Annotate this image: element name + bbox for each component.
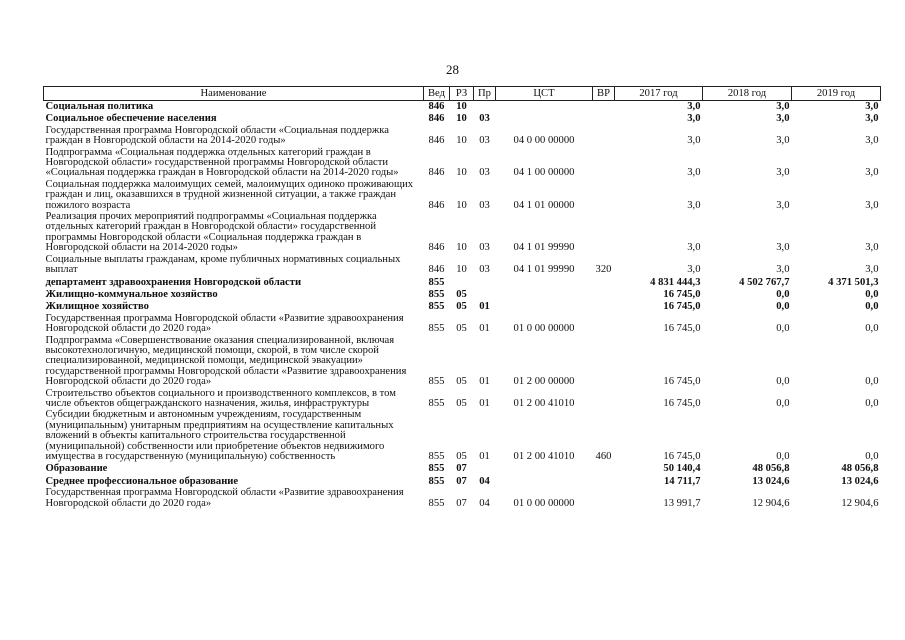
cell-y2019: 3,0 — [865, 135, 879, 147]
cell-name: Социальная политика — [45, 101, 154, 112]
cell-rz: 10 — [456, 242, 467, 254]
cell-y2019: 0,0 — [865, 451, 879, 462]
cell-y2018: 4 502 767,7 — [739, 276, 790, 288]
table-row — [44, 463, 881, 475]
header-2018: 2018 год — [703, 87, 792, 101]
cell-cst — [496, 463, 593, 475]
table-row — [44, 301, 881, 313]
cell-y2018: 0,0 — [776, 451, 790, 462]
cell-name: Среднее профессиональное образование — [45, 475, 239, 487]
cell-pr: 01 — [479, 397, 490, 409]
cell-y2018: 48 056,8 — [752, 463, 790, 475]
cell-y2017: 13 991,7 — [663, 497, 701, 509]
cell-vr — [593, 113, 615, 125]
table-row — [44, 180, 881, 212]
cell-y2019: 0,0 — [865, 376, 879, 388]
cell-y2019: 12 904,6 — [841, 497, 879, 509]
table-row — [44, 148, 881, 180]
cell-vr: 460 — [595, 451, 612, 462]
cell-rz: 05 — [456, 288, 467, 300]
cell-y2019: 3,0 — [865, 242, 879, 254]
cell-y2017: 50 140,4 — [663, 463, 701, 475]
cell-cst — [496, 289, 593, 301]
cell-rz — [450, 277, 474, 289]
cell-y2018: 3,0 — [776, 113, 790, 125]
cell-y2017: 3,0 — [687, 199, 701, 211]
cell-ved: 855 — [428, 376, 445, 388]
cell-rz: 10 — [456, 101, 467, 112]
table-row — [44, 255, 881, 277]
cell-cst: 01 2 00 00000 — [513, 376, 575, 388]
cell-y2019: 3,0 — [865, 199, 879, 211]
cell-y2018: 12 904,6 — [752, 497, 790, 509]
cell-cst — [496, 101, 593, 114]
budget-table — [43, 86, 881, 510]
cell-pr: 01 — [479, 376, 490, 388]
cell-vr — [593, 488, 615, 510]
cell-rz: 05 — [456, 376, 467, 388]
table-row — [44, 488, 881, 510]
cell-y2018: 3,0 — [776, 199, 790, 211]
cell-pr: 01 — [479, 301, 490, 313]
cell-ved: 846 — [428, 135, 445, 147]
cell-rz: 10 — [456, 135, 467, 147]
cell-pr: 03 — [479, 242, 490, 254]
header-ved: Вед — [424, 87, 450, 101]
cell-rz: 10 — [456, 199, 467, 211]
cell-name: Государственная программа Новгородской области «Развитие здравоохранения Новгородской области до 2020 года» — [45, 487, 404, 509]
cell-y2017: 3,0 — [687, 135, 701, 147]
cell-cst: 01 0 00 00000 — [513, 497, 575, 509]
cell-vr — [593, 301, 615, 313]
cell-y2018: 0,0 — [776, 301, 790, 313]
cell-cst — [496, 113, 593, 125]
cell-pr: 03 — [479, 113, 490, 125]
cell-ved: 846 — [428, 113, 445, 125]
cell-rz: 05 — [456, 451, 467, 462]
table-row — [44, 314, 881, 336]
cell-y2018: 3,0 — [776, 167, 790, 179]
cell-y2018: 0,0 — [776, 288, 790, 300]
cell-vr — [593, 101, 615, 114]
cell-pr: 04 — [479, 475, 490, 487]
table-row — [44, 389, 881, 411]
table-row — [44, 101, 881, 114]
cell-rz: 05 — [456, 323, 467, 335]
cell-pr: 03 — [479, 199, 490, 211]
cell-pr: 03 — [479, 135, 490, 147]
cell-vr — [593, 148, 615, 180]
table-row — [44, 336, 881, 389]
cell-name: Строительство объектов социального и производственного комплексов, в том числе объектов общегражданского назначения, жилья, инфраструктуры — [45, 387, 396, 409]
cell-y2018: 3,0 — [776, 242, 790, 254]
cell-name: Реализация прочих мероприятий подпрограммы «Социальная поддержка отдельных категорий граждан в Новгородской области» государственной программы Новгородской области «Социальная поддержка граждан в Новгородской области на 2014-2020 годы» — [45, 211, 377, 254]
cell-name: Государственная программа Новгородской области «Социальная поддержка граждан в Новгородской области на 2014-2020 годы» — [45, 124, 389, 147]
cell-vr — [593, 476, 615, 488]
cell-y2019: 3,0 — [865, 113, 879, 125]
cell-ved: 846 — [428, 101, 445, 112]
cell-rz: 07 — [456, 497, 467, 509]
cell-name: департамент здравоохранения Новгородской области — [45, 276, 302, 288]
cell-rz: 05 — [456, 301, 467, 313]
cell-pr — [474, 463, 496, 475]
cell-rz: 10 — [456, 167, 467, 179]
table-row — [44, 410, 881, 463]
cell-y2017: 3,0 — [687, 167, 701, 179]
page-number: 28 — [446, 62, 459, 77]
cell-ved: 855 — [428, 475, 445, 487]
cell-y2018: 3,0 — [776, 101, 790, 112]
cell-y2017: 16 745,0 — [663, 451, 701, 462]
cell-cst: 04 1 01 99990 — [513, 264, 575, 276]
cell-pr — [474, 289, 496, 301]
cell-vr — [593, 212, 615, 255]
cell-vr — [593, 289, 615, 301]
cell-ved: 846 — [428, 264, 445, 276]
cell-ved: 855 — [428, 397, 445, 409]
cell-name: Социальная поддержка малоимущих семей, малоимущих одиноко проживающих граждан и лиц, оказавшихся в трудной жизненной ситуации, а также граждан пожилого возраста — [45, 178, 414, 211]
cell-pr: 03 — [479, 264, 490, 276]
cell-y2017: 16 745,0 — [663, 301, 701, 313]
cell-y2017: 4 831 444,3 — [650, 276, 701, 288]
table-row — [44, 277, 881, 289]
cell-y2018: 0,0 — [776, 397, 790, 409]
cell-y2018: 3,0 — [776, 264, 790, 276]
cell-y2017: 3,0 — [687, 242, 701, 254]
cell-ved: 855 — [428, 451, 445, 462]
table-row — [44, 126, 881, 148]
header-pr: Пр — [474, 87, 496, 101]
cell-y2018: 0,0 — [776, 376, 790, 388]
cell-vr — [593, 126, 615, 148]
cell-name: Подпрограмма «Совершенствование оказания специализированной, включая высокотехнологичную, медицинской помощи, скорой, в том числе скорой специализированной, медицинской помощи, медицинской эвакуации» государственной программы Новгородской области «Развитие здравоохранения Новгородской области до 2020 года» — [45, 334, 407, 388]
cell-name: Социальные выплаты гражданам, кроме публичных нормативных социальных выплат — [45, 253, 401, 276]
cell-rz: 10 — [456, 113, 467, 125]
table-row — [44, 289, 881, 301]
cell-cst: 04 0 00 00000 — [513, 135, 575, 147]
cell-cst: 04 1 00 00000 — [513, 167, 575, 179]
cell-y2018: 3,0 — [776, 135, 790, 147]
header-2017: 2017 год — [615, 87, 703, 101]
header-rz: РЗ — [450, 87, 474, 101]
header-2019: 2019 год — [792, 87, 881, 101]
cell-pr: 01 — [479, 451, 490, 462]
cell-pr: 04 — [479, 497, 490, 509]
cell-vr — [593, 314, 615, 336]
cell-y2019: 48 056,8 — [841, 463, 879, 475]
cell-pr — [474, 277, 496, 289]
cell-vr — [593, 463, 615, 475]
cell-y2017: 16 745,0 — [663, 376, 701, 388]
cell-name: Образование — [45, 463, 108, 475]
cell-vr — [593, 336, 615, 389]
cell-ved: 846 — [428, 242, 445, 254]
cell-cst: 04 1 01 99990 — [513, 242, 575, 254]
cell-ved: 855 — [428, 288, 445, 300]
cell-y2019: 0,0 — [865, 288, 879, 300]
cell-rz: 10 — [456, 264, 467, 276]
table-row — [44, 113, 881, 125]
cell-y2019: 3,0 — [865, 167, 879, 179]
cell-vr — [593, 180, 615, 212]
cell-y2019: 0,0 — [865, 323, 879, 335]
cell-cst: 01 2 00 41010 — [513, 397, 575, 409]
cell-y2019: 13 024,6 — [841, 475, 879, 487]
cell-cst — [496, 301, 593, 313]
cell-rz: 05 — [456, 397, 467, 409]
cell-name: Жилищно-коммунальное хозяйство — [45, 288, 218, 300]
cell-y2019: 4 371 501,3 — [828, 276, 879, 288]
cell-name: Социальное обеспечение населения — [45, 113, 217, 125]
cell-cst: 01 0 00 00000 — [513, 323, 575, 335]
cell-vr — [593, 277, 615, 289]
cell-name: Субсидии бюджетным и автономным учреждениям, государственным (муниципальным) унитарным предприятиям на осуществление капитальных вложений в объекты капитального строительства государственной (муниципальной) собственности или приобретение объектов недвижимого имущества в государственную (муниципальную) собственность — [45, 409, 394, 462]
table-body — [44, 101, 881, 511]
header-name: Наименование — [44, 87, 424, 101]
cell-cst: 01 2 00 41010 — [513, 451, 575, 462]
cell-ved: 855 — [428, 301, 445, 313]
cell-ved: 855 — [428, 276, 445, 288]
cell-name: Жилищное хозяйство — [45, 301, 149, 313]
cell-pr: 01 — [479, 323, 490, 335]
cell-y2018: 0,0 — [776, 323, 790, 335]
table-header-row — [44, 87, 881, 101]
cell-name: Государственная программа Новгородской области «Развитие здравоохранения Новгородской области до 2020 года» — [45, 312, 404, 335]
cell-pr — [474, 101, 496, 114]
cell-cst — [496, 476, 593, 488]
cell-y2018: 13 024,6 — [752, 475, 790, 487]
cell-y2017: 3,0 — [687, 264, 701, 276]
cell-ved: 855 — [428, 323, 445, 335]
cell-cst: 04 1 01 00000 — [513, 199, 575, 211]
cell-y2017: 16 745,0 — [663, 323, 701, 335]
cell-ved: 855 — [428, 497, 445, 509]
cell-vr — [593, 389, 615, 411]
cell-ved: 855 — [428, 463, 445, 475]
cell-y2017: 16 745,0 — [663, 288, 701, 300]
cell-y2017: 16 745,0 — [663, 397, 701, 409]
cell-y2017: 3,0 — [687, 113, 701, 125]
cell-pr: 03 — [479, 167, 490, 179]
cell-rz: 07 — [456, 463, 467, 475]
cell-cst — [496, 277, 593, 289]
cell-ved: 846 — [428, 199, 445, 211]
cell-ved: 846 — [428, 167, 445, 179]
header-cst: ЦСТ — [496, 87, 593, 101]
cell-rz: 07 — [456, 475, 467, 487]
cell-vr: 320 — [595, 264, 612, 276]
cell-y2017: 14 711,7 — [664, 475, 701, 487]
header-vr: ВР — [593, 87, 615, 101]
cell-y2019: 0,0 — [865, 301, 879, 313]
cell-y2019: 0,0 — [865, 397, 879, 409]
cell-y2017: 3,0 — [687, 101, 701, 112]
cell-y2019: 3,0 — [865, 264, 879, 276]
cell-name: Подпрограмма «Социальная поддержка отдельных категорий граждан в Новгородской области» государственной программы Новгородской области «Социальная поддержка граждан в Новгородской области на 2014-2020 годы» — [45, 146, 399, 179]
cell-y2019: 3,0 — [865, 101, 879, 112]
table-row — [44, 212, 881, 255]
